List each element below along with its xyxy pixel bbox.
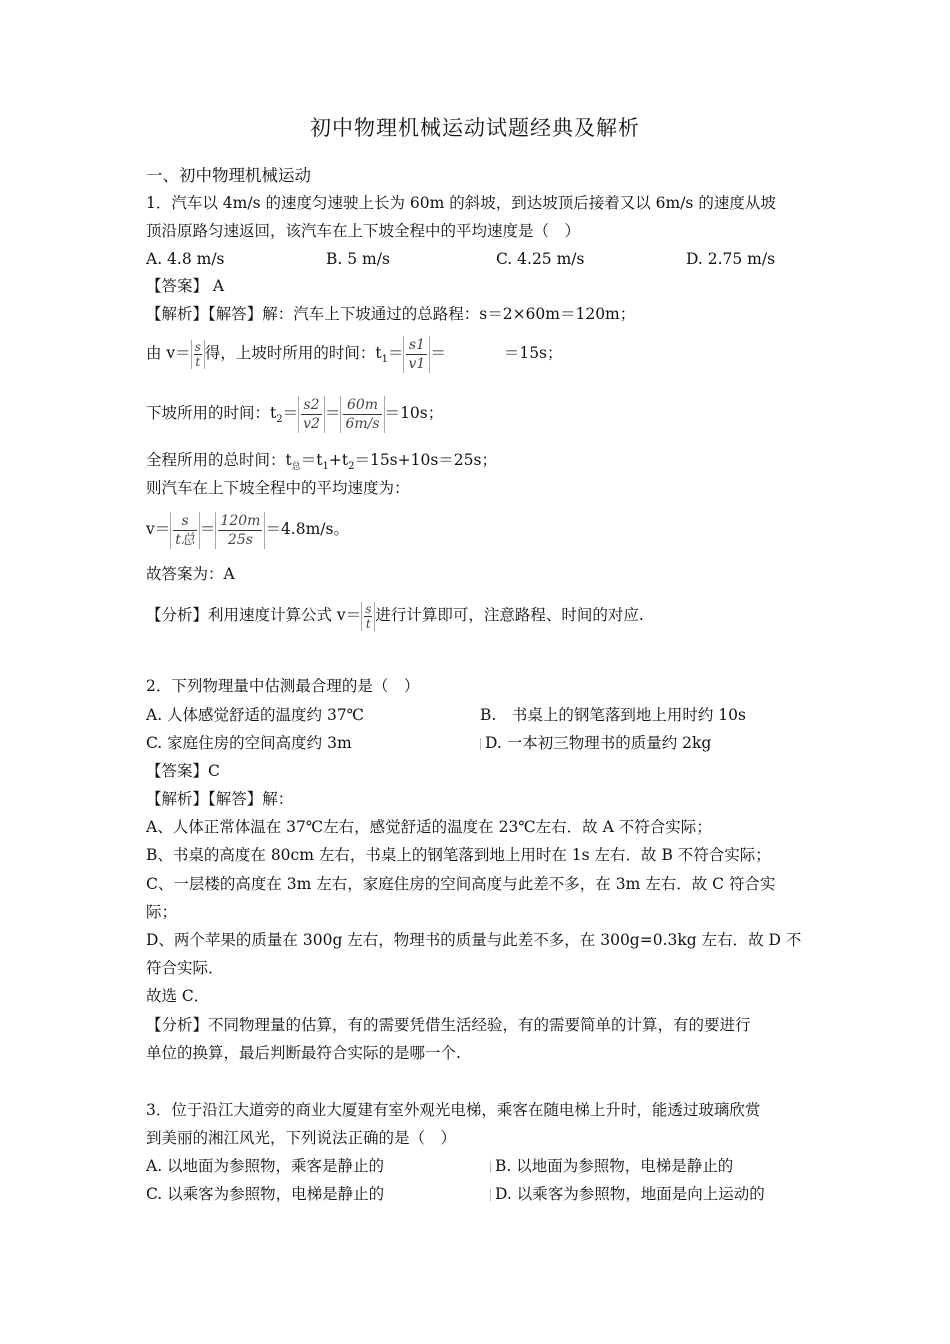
q3-stem-line1: 3．位于沿江大道旁的商业大厦建有室外观光电梯，乘客在随电梯上升时，能透过玻璃欣赏 bbox=[146, 1101, 761, 1119]
q1-step-total-time: 全程所用的总时间：$t_总=t_1+t_2=15s+10s=25s$； bbox=[146, 451, 497, 472]
formula-text: 由 v＝ bbox=[146, 344, 191, 362]
q2-explain-c-line1: C、一层楼的高度在 3m 左右，家庭住房的空间高度与此差不多，在 3m 左右．故 C 符合实 bbox=[146, 875, 776, 893]
q2-option-a: A. 人体感觉舒适的温度约 37℃ bbox=[146, 706, 365, 724]
option-marker bbox=[490, 1189, 493, 1201]
q3-stem-line2: 到美丽的湘江风光，下列说法正确的是（ ） bbox=[146, 1129, 457, 1147]
q3-option-a: A. 以地面为参照物，乘客是静止的 bbox=[146, 1157, 385, 1175]
q2-option-d: D. 一本初三物理书的质量约 2kg bbox=[480, 733, 711, 753]
q2-analysis-line1: 【分析】不同物理量的估算，有的需要凭借生活经验，有的需要简单的计算，有的要进行 bbox=[146, 1016, 751, 1034]
q2-answer: 【答案】C bbox=[146, 762, 220, 780]
q2-explain-c-line2: 际； bbox=[146, 903, 178, 921]
q1-option-b: B. 5 m/s bbox=[326, 250, 390, 268]
q2-explanation-intro: 【解析】【解答】解： bbox=[146, 790, 294, 808]
page-title: 初中物理机械运动试题经典及解析 bbox=[310, 116, 640, 140]
fraction-60m-over-6ms: $\frac{60m}{6m/s}$ bbox=[340, 396, 384, 433]
q3-option-b: B. 以地面为参照物，电梯是静止的 bbox=[490, 1156, 733, 1176]
option-marker bbox=[480, 738, 483, 750]
q1-option-a: A. 4.8 m/s bbox=[146, 250, 225, 268]
fraction-120m-over-25s: $\frac{120m}{25s}$ bbox=[215, 512, 265, 549]
q2-analysis-line2: 单位的换算，最后判断最符合实际的是哪一个. bbox=[146, 1044, 461, 1062]
q1-final-answer: 故答案为：A bbox=[146, 565, 235, 583]
q1-step-uphill: 由 v＝ $\frac{s}{t}$ 得，上坡时所用的时间：$t_1=$ $\frac{s1}{v1}$ ＝ ＝15s； bbox=[146, 336, 563, 372]
q2-explain-b: B、书桌的高度在 80cm 左右，书桌上的钢笔落到地上用时在 1s 左右．故 B 不符合实际； bbox=[146, 846, 771, 864]
q1-stem-line2: 顶沿原路匀速返回，该汽车在上下坡全程中的平均速度是（ ） bbox=[146, 222, 581, 240]
formula-text: 得，上坡时所用的时间：t bbox=[204, 344, 382, 362]
q1-step-average: 则汽车在上下坡全程中的平均速度为： bbox=[146, 479, 410, 497]
q3-option-d: D. 以乘客为参照物，地面是向上运动的 bbox=[490, 1184, 765, 1204]
q2-explain-d-line2: 符合实际． bbox=[146, 959, 224, 977]
q1-step-velocity: v＝ $\frac{s}{\text{t总}}$ ＝ $\frac{120m}{25s}$ ＝4.8m/s。 bbox=[146, 512, 349, 548]
q2-final-answer: 故选 C． bbox=[146, 987, 210, 1005]
q2-option-c: C. 家庭住房的空间高度约 3m bbox=[146, 734, 352, 752]
q1-step-downhill: 下坡所用的时间：$t_2=$ $\frac{s2}{v2}$ ＝ $\frac{60m}{6m/s}$ ＝10s； bbox=[146, 396, 444, 432]
q1-analysis: 【分析】利用速度计算公式 v＝ $\frac{s}{t}$ 进行计算即可，注意路程、时间的对应. bbox=[146, 601, 644, 631]
section-heading: 一、初中物理机械运动 bbox=[146, 166, 311, 185]
option-marker bbox=[490, 1161, 493, 1173]
q2-explain-d-line1: D、两个苹果的质量在 300g 左右，物理书的质量与此差不多，在 300g=0.3kg 左右．故 D 不 bbox=[146, 931, 802, 949]
q1-option-d: D. 2.75 m/s bbox=[686, 250, 776, 268]
q1-stem-line1: 1．汽车以 4m/s 的速度匀速驶上长为 60m 的斜坡，到达坡顶后接着又以 6m/s 的速度从坡 bbox=[146, 194, 776, 212]
q2-stem: 2．下列物理量中估测最合理的是（ ） bbox=[146, 677, 420, 695]
fraction-s-over-t: $\frac{s}{t}$ bbox=[191, 340, 205, 369]
fraction-s2-over-v2: $\frac{s2}{v2}$ bbox=[298, 396, 325, 433]
fraction-s1-over-v1: $\frac{s1}{v1}$ bbox=[403, 336, 430, 373]
fraction-s-over-t: $\frac{s}{t}$ bbox=[361, 602, 375, 631]
q1-answer: 【答案】 A bbox=[146, 277, 225, 295]
q2-explain-a: A、人体正常体温在 37℃左右，感觉舒适的温度在 23℃左右．故 A 不符合实际； bbox=[146, 818, 712, 836]
fraction-s-over-ttotal: $\frac{s}{\text{t总}}$ bbox=[170, 512, 200, 549]
q1-option-c: C. 4.25 m/s bbox=[496, 250, 585, 268]
q1-explanation-intro: 【解析】【解答】解：汽车上下坡通过的总路程：s＝2×60m＝120m； bbox=[146, 305, 636, 323]
q3-option-c: C. 以乘客为参照物，电梯是静止的 bbox=[146, 1185, 385, 1203]
q2-option-b: B. 书桌上的钢笔落到地上用时约 10s bbox=[480, 706, 746, 724]
